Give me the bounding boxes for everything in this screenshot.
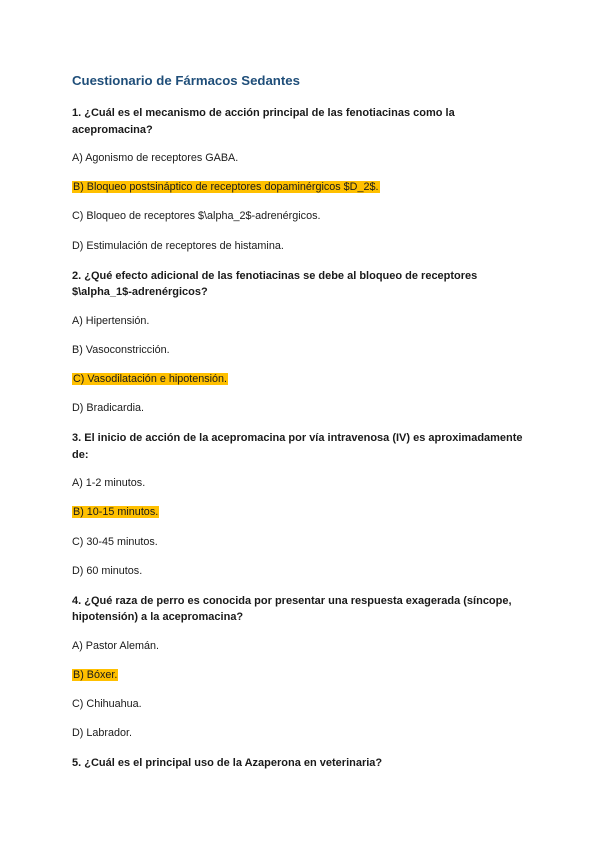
- question-text: 2. ¿Qué efecto adicional de las fenotiacinas se debe al bloqueo de receptores $\alpha_1$-adrenérgicos?: [72, 269, 478, 299]
- option-text: D) Labrador.: [72, 727, 133, 740]
- question-text: 5. ¿Cuál es el principal uso de la Azaperona en veterinaria?: [72, 757, 383, 770]
- answer-option-correct: [72, 372, 532, 386]
- option-text: A) Hipertensión.: [72, 314, 150, 327]
- answer-option: [72, 239, 532, 253]
- option-text: A) Agonismo de receptores GABA.: [72, 152, 239, 164]
- answer-option: [72, 209, 532, 223]
- question-4: [72, 593, 532, 741]
- answer-option: [72, 476, 532, 490]
- question-2: [72, 268, 532, 416]
- option-text: C) 30-45 minutos.: [72, 535, 158, 548]
- option-text: C) Bloqueo de receptores $\alpha_2$-adrenérgicos.: [72, 210, 321, 223]
- question-text: 4. ¿Qué raza de perro es conocida por presentar una respuesta exagerada (síncope, hipotensión) a la acepromacina?: [72, 594, 512, 624]
- option-text-highlighted: C) Vasodilatación e hipotensión.: [73, 372, 228, 385]
- option-text: D) 60 minutos.: [72, 564, 143, 577]
- answer-option: [72, 343, 532, 357]
- option-text: A) 1-2 minutos.: [72, 477, 146, 490]
- option-text: B) Vasoconstricción.: [72, 343, 170, 356]
- answer-option: [72, 726, 532, 740]
- option-text-highlighted: B) 10-15 minutos.: [73, 506, 159, 519]
- answer-option-correct: [72, 668, 532, 682]
- question-3: [72, 430, 532, 578]
- answer-option: [72, 151, 532, 165]
- option-text: D) Estimulación de receptores de histamina.: [72, 239, 284, 252]
- question-text: 3. El inicio de acción de la acepromacina por vía intravenosa (IV) es aproximadamente de:: [72, 432, 523, 461]
- question-text: 1. ¿Cuál es el mecanismo de acción principal de las fenotiacinas como la acepromacina?: [72, 107, 455, 136]
- answer-option-correct: [72, 180, 532, 194]
- answer-option: [72, 401, 532, 415]
- option-text: A) Pastor Alemán.: [72, 639, 160, 652]
- question-5: [72, 755, 532, 772]
- option-text-highlighted: B) Bloqueo postsináptico de receptores dopaminérgicos $D_2$.: [73, 181, 379, 194]
- answer-option: [72, 564, 532, 578]
- option-text-highlighted: B) Bóxer.: [73, 668, 118, 681]
- answer-option: [72, 535, 532, 549]
- answer-option: [72, 639, 532, 653]
- document-page: [72, 72, 532, 785]
- option-text: C) Chihuahua.: [72, 698, 142, 711]
- question-1: [72, 105, 532, 253]
- answer-option-correct: [72, 505, 532, 519]
- option-text: D) Bradicardia.: [72, 402, 145, 415]
- document-title: Cuestionario de Fármacos Sedantes: [72, 73, 300, 88]
- answer-option: [72, 697, 532, 711]
- answer-option: [72, 314, 532, 328]
